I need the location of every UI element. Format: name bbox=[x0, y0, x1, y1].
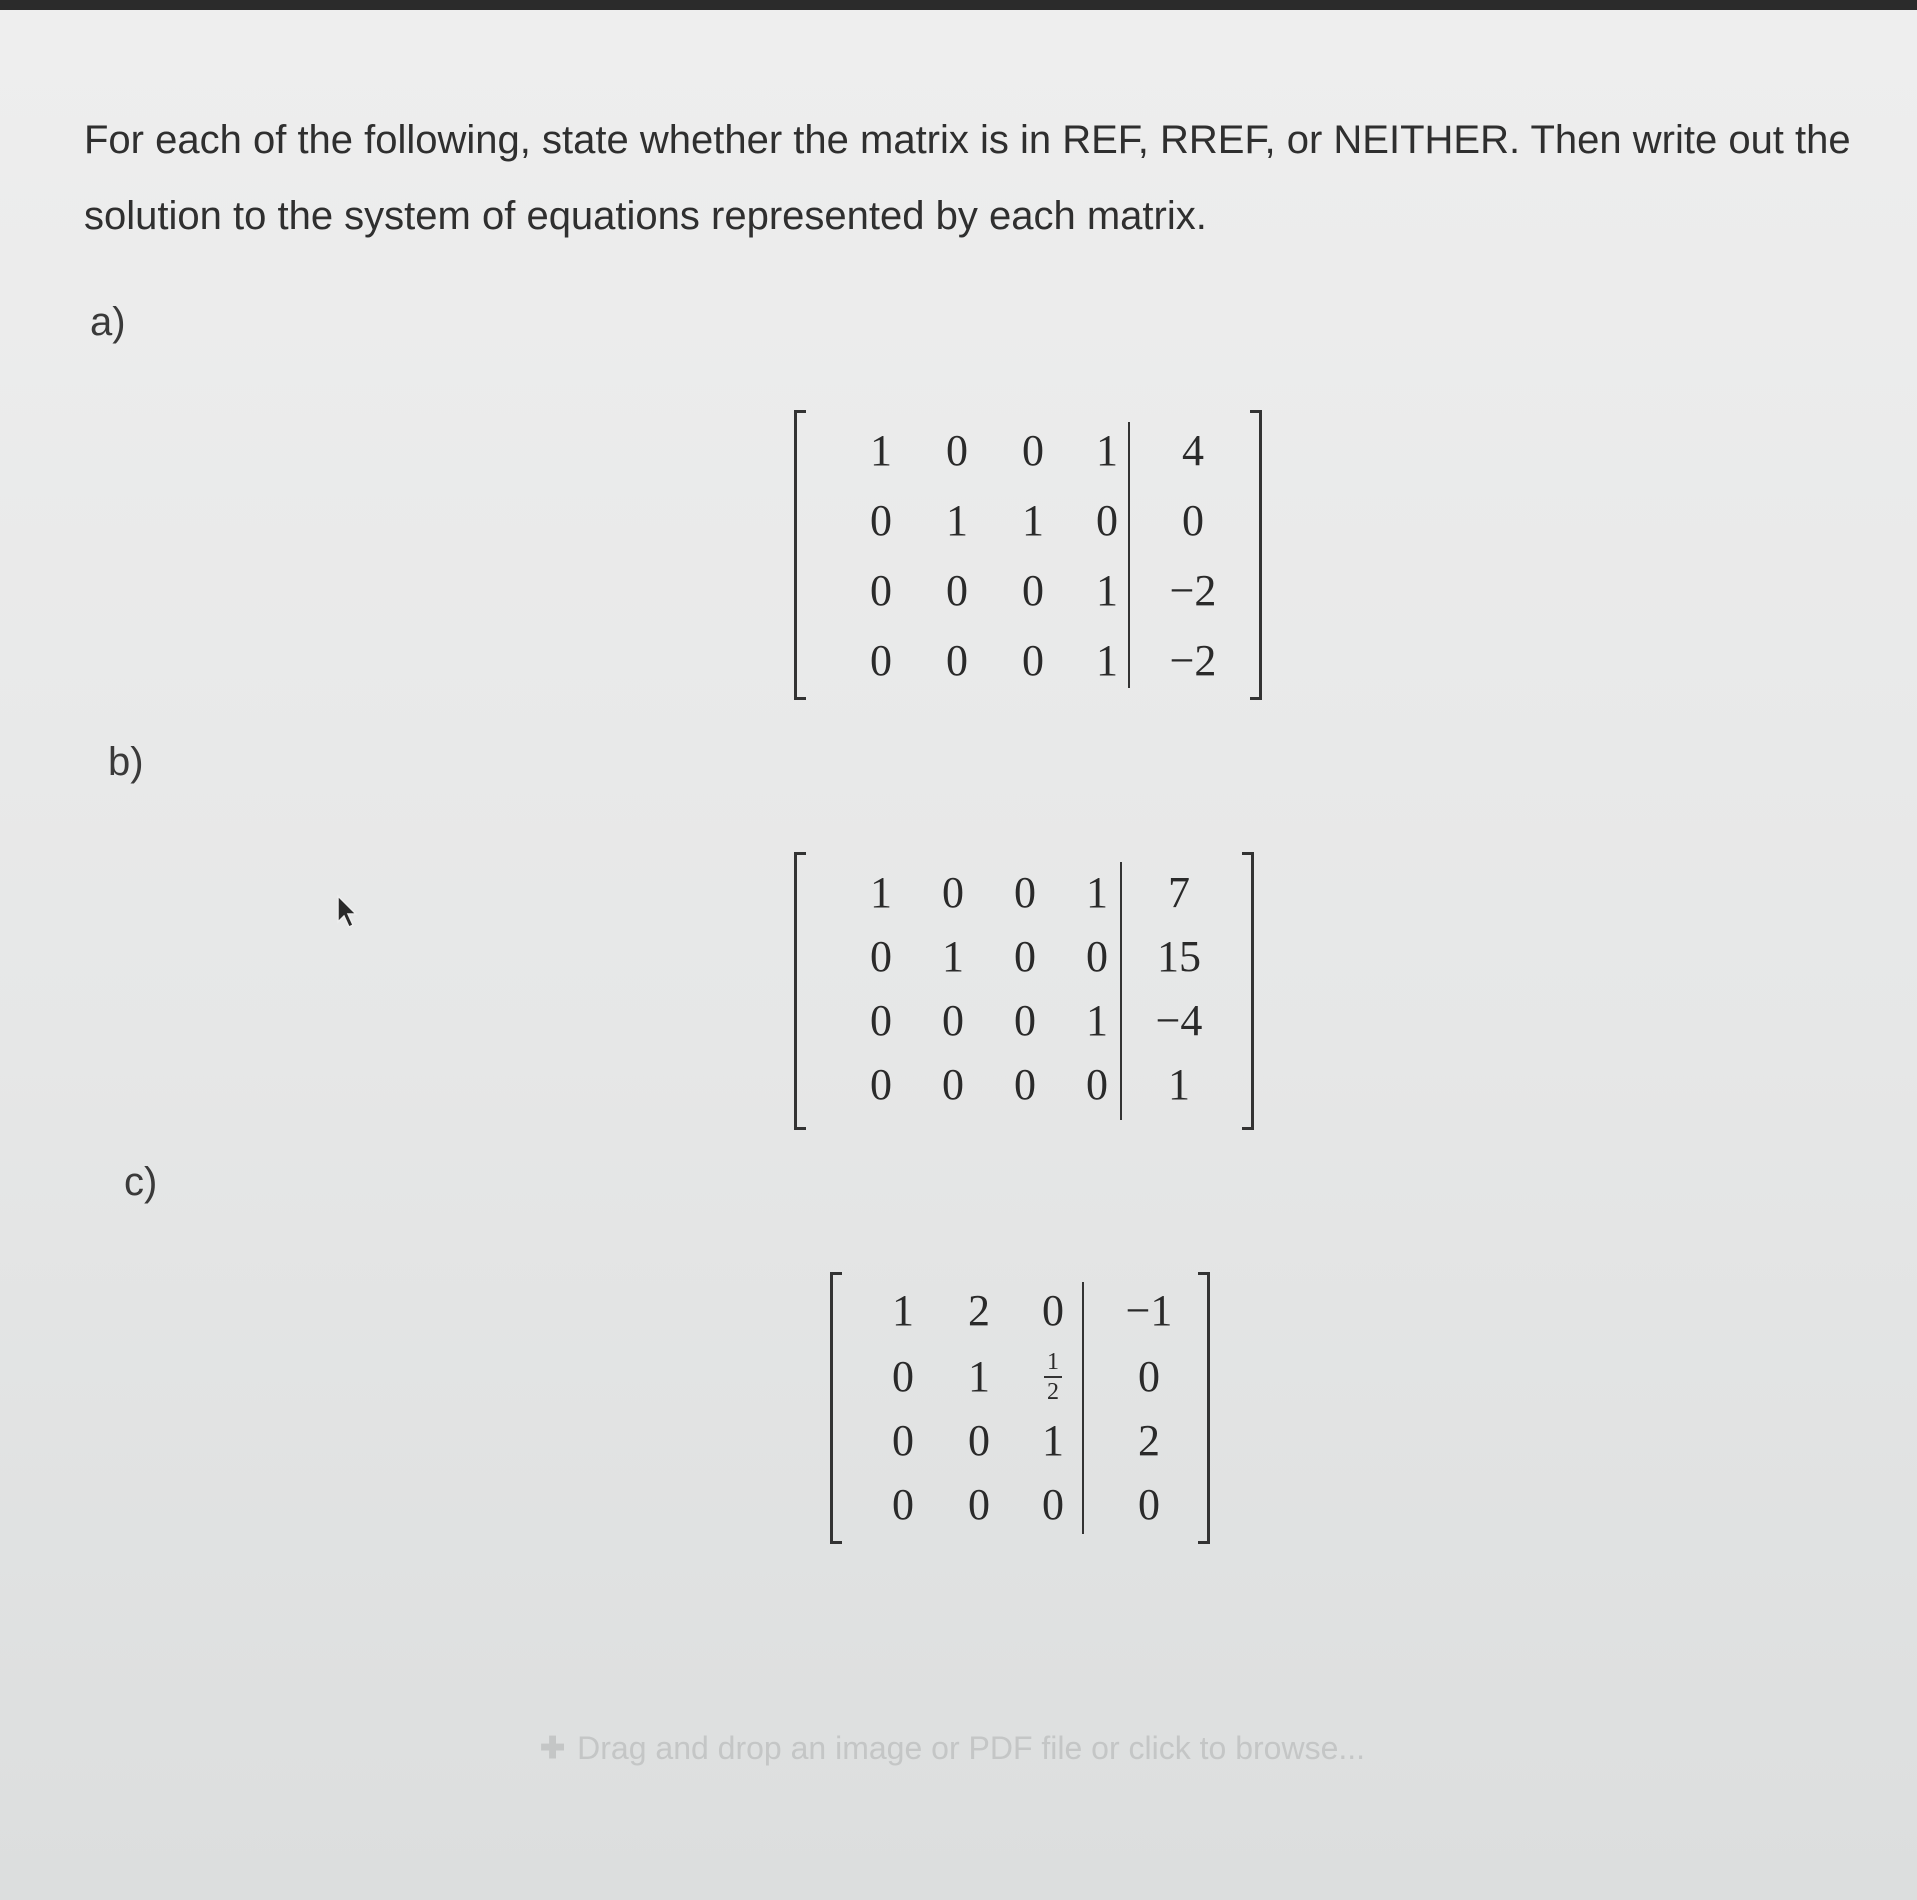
matrix-entry: 1 bbox=[1168, 1060, 1190, 1109]
matrix-entry: 0 bbox=[870, 1060, 892, 1109]
matrix-entry: 1 bbox=[946, 496, 968, 545]
matrix-entry: 2 bbox=[1138, 1416, 1160, 1465]
matrix-entry: 0 bbox=[1014, 932, 1036, 981]
matrix-entry: 0 bbox=[1022, 426, 1044, 475]
matrix-entry: 0 bbox=[1138, 1480, 1160, 1529]
left-bracket bbox=[830, 1272, 842, 1544]
matrix-entry: 0 bbox=[968, 1480, 990, 1529]
matrix-entry: −2 bbox=[1169, 566, 1217, 615]
matrix-entry: 0 bbox=[870, 636, 892, 685]
matrix-entry: −1 bbox=[1125, 1286, 1173, 1335]
matrix-entry: 0 bbox=[1042, 1480, 1064, 1529]
matrix-entry: 7 bbox=[1168, 868, 1190, 917]
matrix-entry: 0 bbox=[942, 1060, 964, 1109]
matrix-entry: 1 bbox=[870, 426, 892, 475]
matrix-entry: 1 bbox=[870, 868, 892, 917]
matrix-entry: 0 bbox=[942, 996, 964, 1045]
part-b-label: b) bbox=[108, 740, 144, 784]
matrix-a bbox=[794, 410, 1262, 700]
right-bracket bbox=[1250, 410, 1262, 700]
matrix-entry: 1 bbox=[1096, 636, 1118, 685]
matrix-b bbox=[794, 852, 1254, 1130]
matrix-entry: 4 bbox=[1182, 426, 1204, 475]
matrix-entry: 0 bbox=[870, 996, 892, 1045]
matrix-entry: 0 bbox=[870, 496, 892, 545]
matrix-entry: 1 bbox=[1086, 868, 1108, 917]
matrix-entry: 0 bbox=[1096, 496, 1118, 545]
part-a-label: a) bbox=[90, 300, 126, 344]
dropzone-text: Drag and drop an image or PDF file or click to browse... bbox=[577, 1730, 1366, 1766]
matrix-entry: 1 bbox=[1022, 496, 1044, 545]
matrix-entry: 0 bbox=[946, 566, 968, 615]
matrix-entry: 0 bbox=[946, 426, 968, 475]
matrix-entry: 0 bbox=[1138, 1352, 1160, 1401]
matrix-entry: 0 bbox=[1014, 868, 1036, 917]
matrix-entry: 0 bbox=[946, 636, 968, 685]
plus-icon: ✚ bbox=[540, 1732, 566, 1765]
left-bracket bbox=[794, 852, 806, 1130]
matrix-entry: 1 bbox=[942, 932, 964, 981]
matrix-entry: 0 bbox=[1014, 1060, 1036, 1109]
matrix-entry: 1 bbox=[1096, 566, 1118, 615]
matrix-entry: 0 bbox=[1086, 1060, 1108, 1109]
matrix-entry: 0 bbox=[892, 1480, 914, 1529]
matrix-entry: 0 bbox=[1182, 496, 1204, 545]
question-page bbox=[0, 10, 1917, 1900]
question-text: For each of the following, state whether the matrix is in REF, RREF, or NEITHER. Then write out the solution to the system of equations represented by each matrix. bbox=[84, 118, 1851, 238]
part-c-label: c) bbox=[124, 1160, 158, 1204]
matrix-entry: 0 bbox=[942, 868, 964, 917]
matrix-c bbox=[830, 1272, 1210, 1544]
matrix-entry: 1 bbox=[1086, 996, 1108, 1045]
matrix-entry: 0 bbox=[1042, 1286, 1064, 1335]
matrix-entry: 0 bbox=[892, 1416, 914, 1465]
matrix-entry: 0 bbox=[870, 566, 892, 615]
matrix-entry-fraction: 1 2 bbox=[1018, 1350, 1088, 1404]
matrix-entry: −2 bbox=[1169, 636, 1217, 685]
matrix-entry: 1 bbox=[968, 1352, 990, 1401]
top-bar bbox=[0, 0, 1917, 10]
matrix-entry: 0 bbox=[968, 1416, 990, 1465]
left-bracket bbox=[794, 410, 806, 700]
matrix-entry: 1 bbox=[1042, 1416, 1064, 1465]
matrix-entry: 0 bbox=[1086, 932, 1108, 981]
matrix-entry: 0 bbox=[892, 1352, 914, 1401]
matrix-entry: 15 bbox=[1157, 932, 1201, 981]
matrix-entry: −4 bbox=[1155, 996, 1203, 1045]
right-bracket bbox=[1242, 852, 1254, 1130]
matrix-entry: 0 bbox=[1022, 566, 1044, 615]
matrix-entry: 1 bbox=[1096, 426, 1118, 475]
right-bracket bbox=[1198, 1272, 1210, 1544]
matrix-entry: 0 bbox=[1022, 636, 1044, 685]
mouse-pointer-icon bbox=[336, 894, 360, 930]
matrix-entry: 0 bbox=[1014, 996, 1036, 1045]
matrix-entry: 0 bbox=[870, 932, 892, 981]
file-upload-dropzone[interactable] bbox=[540, 1730, 1365, 1767]
matrix-entry: 1 bbox=[892, 1286, 914, 1335]
matrix-entry: 2 bbox=[968, 1286, 990, 1335]
